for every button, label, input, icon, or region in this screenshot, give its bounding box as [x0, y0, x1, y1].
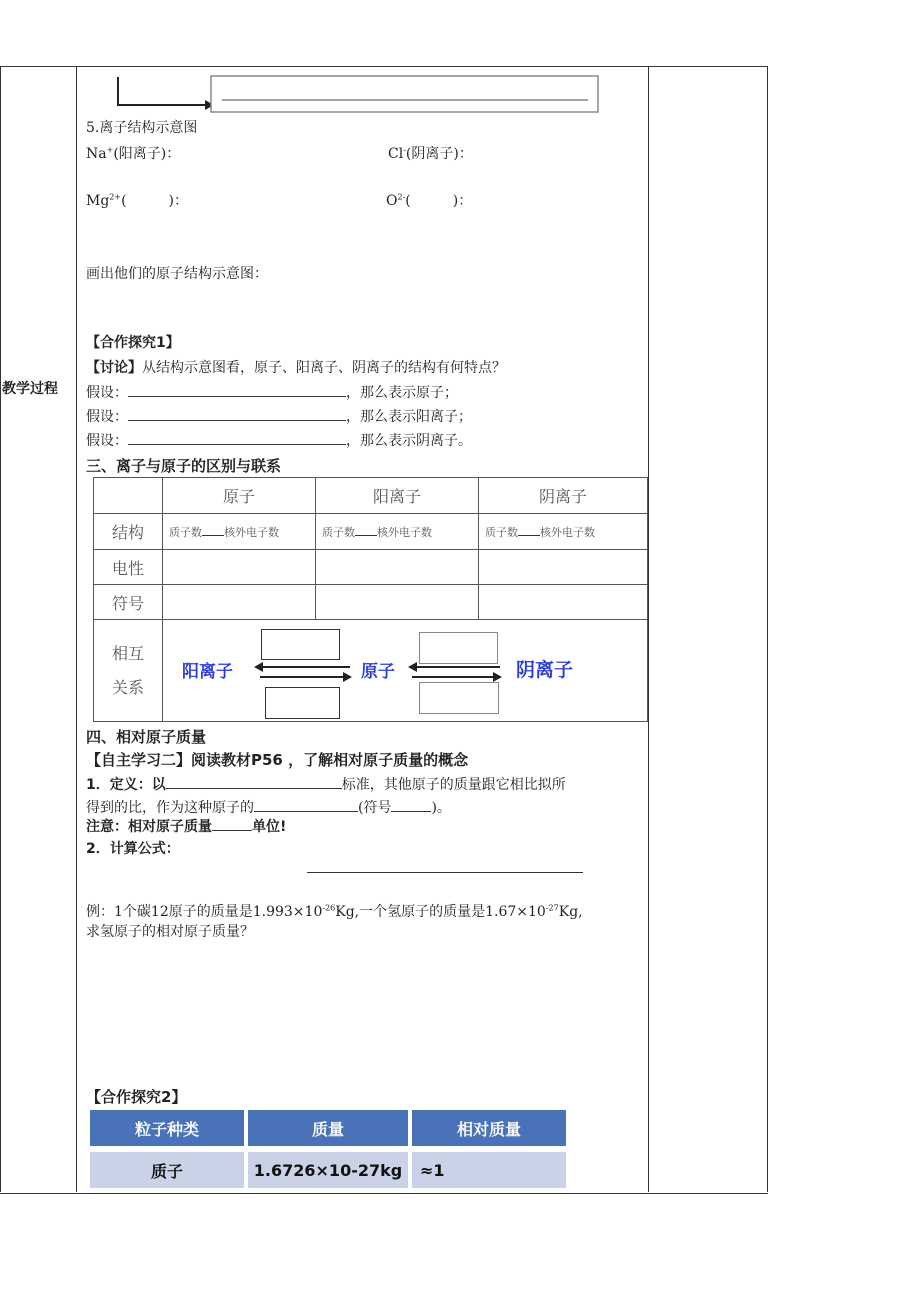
definition-blank-2[interactable]: [254, 811, 358, 812]
example-line-1: 例：1个碳12原子的质量是$1.993\times 10^{-26}Kg$,一个氢原子的质量是$1.67\times 10^{-27}Kg$,: [86, 903, 583, 920]
coop1-title: 【合作探究1】: [86, 335, 180, 351]
hypothesis-1: 假设： ，那么表示原子；: [86, 385, 458, 401]
header-anion: 阴离子: [479, 478, 648, 514]
structure-anion: 质子数 核外电子数: [479, 514, 648, 550]
symbol-cation[interactable]: [316, 585, 479, 620]
hypothesis-3: 假设： ，那么表示阴离子。: [86, 433, 472, 449]
hypothesis-1-blank[interactable]: [128, 396, 346, 397]
row-relation: 相互 关系: [94, 620, 163, 722]
self-study-line: 【自主学习二】阅读教材P56 ，了解相对原子质量的概念: [86, 751, 469, 769]
symbol-atom[interactable]: [163, 585, 316, 620]
definition-blank-1[interactable]: [166, 788, 342, 789]
o-ion-label: $O^{2-}$( )：: [386, 192, 473, 209]
section4-title: 四、相对原子质量: [86, 728, 207, 746]
formula-line: [307, 872, 583, 873]
definition-line-1: 1．定义：以 标准，其他原子的质量跟它相比拟所: [86, 777, 566, 793]
side-label: 教学过程: [2, 381, 58, 397]
draw-prompt: 画出他们的原子结构示意图：: [86, 266, 268, 282]
charge-cation[interactable]: [316, 550, 479, 585]
section3-title: 三、离子与原子的区别与联系: [86, 457, 282, 475]
column-divider-right: [648, 66, 649, 1192]
header-atom: 原子: [163, 478, 316, 514]
diagram-atom-label: 原子: [361, 662, 395, 682]
diagram-cation-label: 阳离子: [182, 662, 233, 682]
formula-label: 2．计算公式：: [86, 841, 180, 857]
row-structure: 结构: [94, 514, 163, 550]
charge-anion[interactable]: [479, 550, 648, 585]
row-charge: 电性: [94, 550, 163, 585]
coop2-title: 【合作探究2】: [86, 1088, 187, 1106]
definition-line-2: 得到的比，作为这种原子的 (符号 )。: [86, 800, 451, 816]
relation-box-bottom-left[interactable]: [265, 687, 340, 719]
symbol-blank[interactable]: [391, 811, 431, 812]
symbol-anion[interactable]: [479, 585, 648, 620]
relation-arrows: [250, 660, 510, 688]
corner-cell: [94, 478, 163, 514]
note-blank[interactable]: [212, 830, 252, 831]
right-border: [767, 66, 768, 1192]
diagram-anion-label: 阴离子: [516, 659, 574, 681]
particle-header-mass: 质量: [248, 1110, 408, 1146]
mg-ion-label: $Mg^{2+}$( )：: [86, 192, 189, 209]
charge-atom[interactable]: [163, 550, 316, 585]
hypothesis-3-blank[interactable]: [128, 444, 346, 445]
particle-table: [86, 1110, 570, 1188]
row-symbol: 符号: [94, 585, 163, 620]
particle-mass-cell: 1.6726×10-27kg: [248, 1152, 408, 1188]
example-line-2: 求氢原子的相对原子质量？: [86, 924, 254, 940]
structure-atom: 质子数 核外电子数: [163, 514, 316, 550]
left-border: [0, 66, 1, 1192]
hypothesis-2: 假设： ，那么表示阳离子；: [86, 409, 472, 425]
particle-header-relative: 相对质量: [412, 1110, 566, 1146]
section5-title: 5.离子结构示意图: [86, 120, 198, 136]
structure-cation: 质子数 核外电子数: [316, 514, 479, 550]
column-divider-left: [76, 66, 77, 1192]
top-diagram-fragment: [110, 72, 610, 117]
cl-ion-label: Cl-(阴离子)：: [388, 145, 473, 162]
particle-header-type: 粒子种类: [90, 1110, 244, 1146]
discuss-line: 【讨论】从结构示意图看，原子、阳离子、阴离子的结构有何特点？: [86, 360, 506, 376]
hypothesis-2-blank[interactable]: [128, 420, 346, 421]
header-cation: 阳离子: [316, 478, 479, 514]
na-ion-label: Na+(阳离子)：: [86, 145, 181, 162]
particle-relative-cell: ≈1: [412, 1152, 566, 1188]
relation-box-top-left[interactable]: [261, 629, 340, 660]
note-line: 注意：相对原子质量 单位!: [86, 819, 287, 835]
particle-type-cell: 质子: [90, 1152, 244, 1188]
